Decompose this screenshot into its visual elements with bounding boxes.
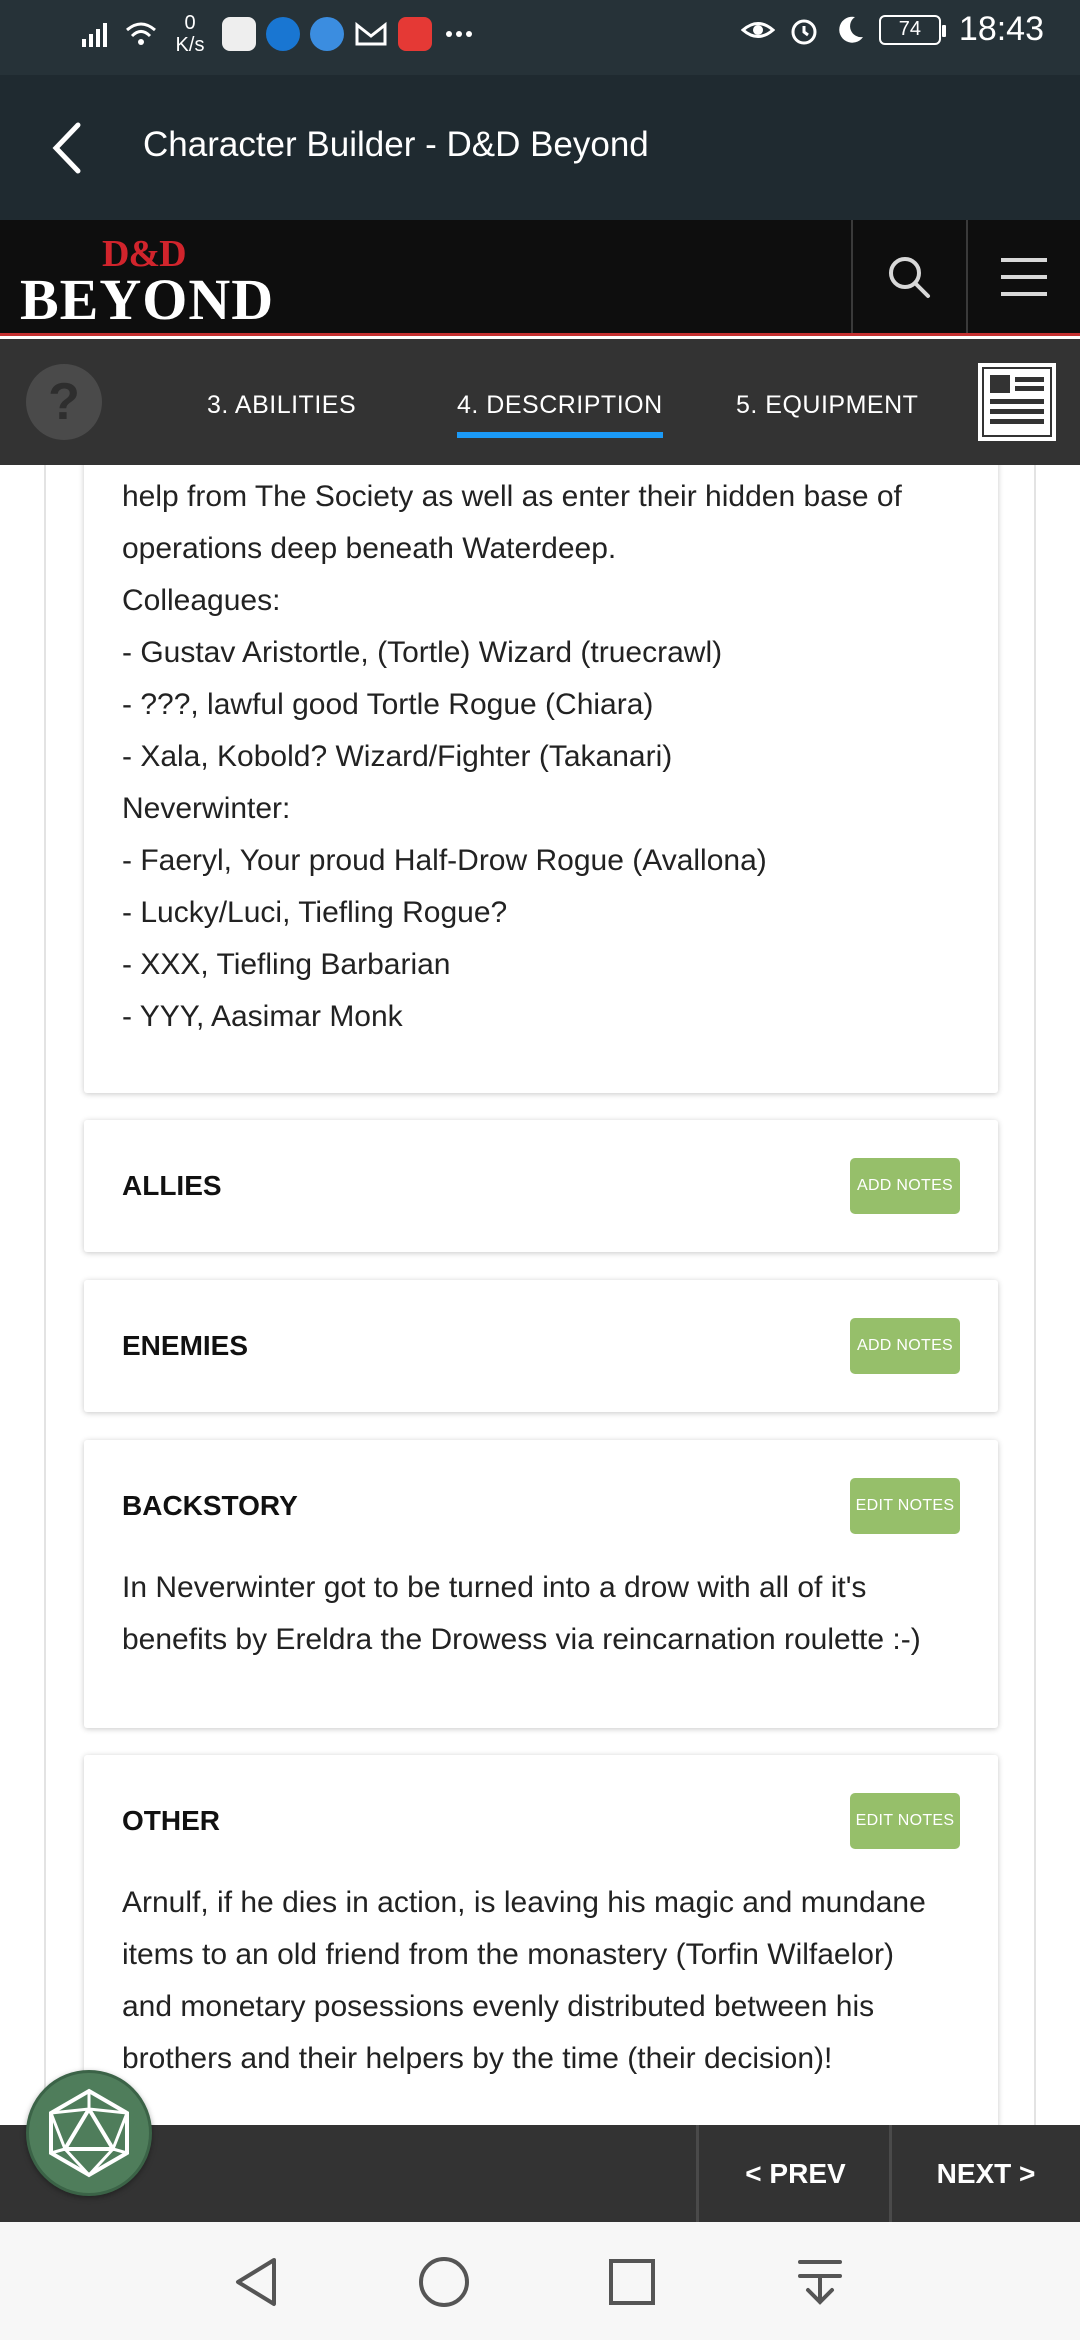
enemies-card bbox=[84, 1280, 998, 1412]
system-nav-bar bbox=[0, 2222, 1080, 2340]
notification-pulldown-icon[interactable] bbox=[790, 2252, 850, 2312]
other-edit-notes-button[interactable]: EDIT NOTES bbox=[850, 1793, 960, 1849]
app-title: Character Builder - D&D Beyond bbox=[143, 125, 649, 164]
system-back-icon[interactable] bbox=[226, 2252, 286, 2312]
backstory-notes: In Neverwinter got to be turned into a drow with all of it's benefits by Ereldra the Drowess via reincarnation roulette :-) bbox=[122, 1571, 921, 1656]
signal-icon bbox=[80, 17, 114, 51]
alarm-icon bbox=[787, 13, 821, 47]
other-title: OTHER bbox=[122, 1805, 220, 1836]
battery-indicator: 74 bbox=[879, 15, 941, 45]
backstory-edit-notes-button[interactable]: EDIT NOTES bbox=[850, 1478, 960, 1534]
enemies-title: ENEMIES bbox=[122, 1330, 249, 1361]
organizations-card bbox=[84, 465, 998, 1093]
next-button[interactable]: NEXT > bbox=[889, 2125, 1080, 2222]
search-icon bbox=[884, 252, 934, 302]
shield-app-icon bbox=[266, 17, 300, 51]
logo-beyond-text: BEYOND bbox=[20, 267, 275, 332]
network-speed: 0 K/s bbox=[175, 12, 205, 56]
eye-icon bbox=[741, 13, 775, 47]
back-arrow-icon[interactable] bbox=[40, 113, 100, 183]
wifi-icon bbox=[124, 17, 158, 51]
more-notifications-icon bbox=[442, 17, 476, 51]
browser-app-icon bbox=[310, 17, 344, 51]
red-app-icon bbox=[398, 17, 432, 51]
builder-step-nav bbox=[0, 339, 1080, 465]
site-header bbox=[0, 220, 1080, 336]
clock: 18:43 bbox=[958, 10, 1044, 48]
other-card bbox=[84, 1755, 998, 2125]
status-bar bbox=[0, 0, 1080, 75]
files-app-icon bbox=[222, 17, 256, 51]
backstory-card bbox=[84, 1440, 998, 1728]
logo-dd-text: D&D bbox=[102, 233, 186, 275]
backstory-title: BACKSTORY bbox=[122, 1490, 298, 1521]
gmail-icon bbox=[354, 17, 388, 51]
help-button[interactable]: ? bbox=[26, 364, 102, 440]
bottom-step-nav bbox=[0, 2125, 1080, 2222]
description-content[interactable] bbox=[0, 465, 1080, 2125]
organizations-notes: help from The Society as well as enter their hidden base of operations deep beneath Waterdeep. Colleagues: - Gustav Aristortle, (Tortle) Wizard (truecrawl) - ???, lawful good Tortle Rogue (Chiara) - Xala, Kobold? Wizard/Fighter (Takanari) Neverwinter: - Faeryl, Your proud Half-Drow Rogue (Avallona) - Lucky/Luci, Tiefling Rogue? - XXX, Tiefling Barbarian - YYY, Aasimar Monk bbox=[122, 480, 902, 1033]
app-bar bbox=[0, 75, 1080, 220]
other-notes: Arnulf, if he dies in action, is leaving his magic and mundane items to an old friend from the monastery (Torfin Wilfaelor) and monetary posessions evenly distributed between his brothers and their helpers by the time (their decision)! bbox=[122, 1886, 926, 2075]
dice-roller-button[interactable] bbox=[26, 2070, 152, 2196]
d20-icon bbox=[43, 2087, 135, 2179]
moon-icon bbox=[833, 13, 867, 47]
system-home-icon[interactable] bbox=[414, 2252, 474, 2312]
system-recents-icon[interactable] bbox=[602, 2252, 662, 2312]
menu-button[interactable] bbox=[966, 220, 1080, 333]
allies-add-notes-button[interactable]: ADD NOTES bbox=[850, 1158, 960, 1214]
tab-abilities[interactable]: 3. ABILITIES bbox=[207, 391, 357, 419]
allies-card bbox=[84, 1120, 998, 1252]
tab-equipment[interactable]: 5. EQUIPMENT bbox=[736, 391, 919, 419]
prev-button[interactable]: < PREV bbox=[696, 2125, 892, 2222]
allies-title: ALLIES bbox=[122, 1170, 222, 1201]
character-sheet-icon[interactable] bbox=[978, 363, 1056, 441]
enemies-add-notes-button[interactable]: ADD NOTES bbox=[850, 1318, 960, 1374]
search-button[interactable] bbox=[851, 220, 965, 333]
tab-description[interactable]: 4. DESCRIPTION bbox=[457, 391, 663, 419]
hamburger-icon bbox=[999, 252, 1049, 302]
ddb-logo[interactable] bbox=[20, 232, 275, 332]
